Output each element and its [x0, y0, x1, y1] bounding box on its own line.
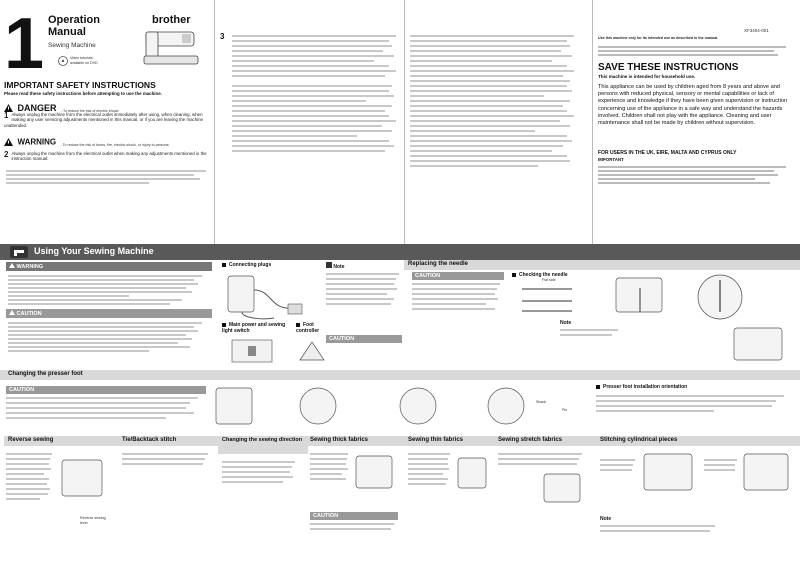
note-label: Note [333, 264, 345, 270]
main-power [222, 322, 292, 371]
dvd-icon [58, 56, 68, 66]
thick-caution: CAUTION [310, 512, 398, 533]
bottom-row [0, 436, 800, 576]
uk-heading: FOR USERS IN THE UK, EIRE, MALTA AND CYPRUS ONLY [598, 150, 737, 156]
uk-important: IMPORTANT [598, 157, 624, 162]
cylindrical-step1-illustration [640, 450, 696, 494]
subtitle: Sewing Machine [48, 42, 96, 49]
dvd-line1: Video tutorials [70, 56, 93, 60]
top-half [0, 0, 800, 244]
replacing-needle-header [404, 260, 800, 270]
thick-header: Sewing thick fabrics [306, 436, 406, 446]
warning-block [4, 133, 210, 151]
col4-note-lines [598, 44, 794, 58]
danger-sub: - To reduce the risk of electric shock: [60, 109, 120, 113]
warning-sub: - To reduce the risk of burns, fire, electric shock, or injury to persons: [60, 143, 170, 147]
plugs-illustration [222, 270, 312, 322]
children-paragraph: This appliance can be used by children aged from 8 years and above and persons with reduced physical, sensory or mental capabilities or lack of experience and knowledge if they have been given supervision or instruction concerning use of the appliance in a safe way and understand the hazards involved. Children shall not play with the appliance. Cleaning and user maintenance shall not be made by children without supervision. [598, 84, 788, 127]
presser-band [0, 370, 800, 380]
pin-label: Pin [562, 408, 568, 412]
checking-needle-label: Checking the needle [519, 272, 568, 278]
household-use: This machine is intended for household use. [598, 74, 696, 79]
cylindrical-header: Stitching cylindrical pieces [596, 436, 800, 446]
direction-header: Changing the sewing direction [218, 436, 308, 454]
thin-illustration [454, 452, 490, 492]
orientation-label: Presser foot installation orientation [603, 384, 688, 390]
uk-lines [598, 164, 794, 186]
top-note: Use this machine only for its intended use as described in the manual. [598, 36, 719, 40]
cylindrical-text2 [704, 456, 738, 474]
thin-header: Sewing thin fabrics [404, 436, 498, 446]
foot-pedal-illustration [296, 336, 328, 364]
presser-step2-illustration [296, 384, 340, 428]
cylindrical-text [600, 456, 636, 474]
shank-label: Shank [536, 400, 547, 404]
brand-logo: brother [152, 14, 191, 26]
warning-item: 2 Always unplug the machine from the electrical outlet when making any adjustments mentioned in the instruction manual: [4, 150, 207, 162]
using-note [326, 262, 402, 343]
main-power-label: Main power and sewing light switch [222, 322, 286, 334]
needle-machine-illustration [610, 272, 670, 318]
thick-illustration [352, 450, 396, 494]
power-switch-illustration [222, 336, 282, 366]
needle-caution: CAUTION [412, 272, 504, 313]
using-caution-head: CAUTION [6, 309, 212, 318]
presser-step3-illustration [396, 384, 440, 428]
presser-section [0, 380, 800, 434]
cylindrical-step2-illustration [740, 450, 792, 494]
manual-title [48, 14, 100, 38]
checking-needle [512, 272, 592, 322]
needle-closeup-illustration [690, 272, 750, 322]
safety-heading: IMPORTANT SAFETY INSTRUCTIONS [4, 80, 156, 90]
using-warning-box [6, 262, 212, 366]
caution-icon [9, 310, 15, 315]
dvd-line2: available on DVD [70, 60, 98, 65]
presser-step1-illustration [212, 384, 256, 428]
model-code: XF3404-001 [744, 28, 769, 33]
tie-header: Tie/Backtack stitch [118, 436, 222, 446]
connecting-plugs-label: Connecting plugs [229, 262, 272, 268]
sewing-machine-illustration [142, 26, 200, 66]
col3-lines [410, 32, 588, 170]
using-section [0, 260, 800, 370]
safety-intro: Please read these safety instructions before attempting to use the machine. [4, 91, 162, 96]
warning-triangle-icon [4, 138, 13, 146]
thin-text [408, 450, 452, 488]
title-line2: Manual [48, 26, 86, 38]
presser-title: Changing the presser foot [8, 371, 83, 377]
reverse-header: Reverse sewing [4, 436, 120, 446]
stretch-text [498, 450, 586, 468]
foot-controller [296, 322, 330, 369]
direction-text [222, 458, 298, 486]
title-line1: Operation [48, 14, 100, 26]
needle-clamp-illustration [730, 324, 786, 364]
stretch-illustration [540, 470, 584, 506]
tie-text [122, 450, 212, 468]
needle-check-illustration [512, 283, 590, 317]
reverse-lever-label: Reverse sewing lever [80, 516, 106, 525]
machine-badge-icon [10, 246, 28, 258]
using-title: Using Your Sewing Machine [34, 246, 154, 256]
danger-item-text: Always unplug the machine from the electrical outlet immediately after using, when cleaning, when making any user servicing adjustments mentioned in this manual, or if you are leaving the machine unattended. [4, 112, 204, 128]
presser-orientation [596, 384, 792, 415]
col1-body-lines [6, 168, 210, 186]
replacing-needle-label: Replacing the needle [408, 261, 469, 267]
save-instructions-heading: SAVE THESE INSTRUCTIONS [598, 62, 739, 73]
needle-note: Note [560, 320, 620, 339]
warning-item-text: Always unplug the machine from the electrical outlet when making any adjustments mentioned in the instruction manual: [11, 151, 207, 162]
danger-label: DANGER [17, 102, 57, 113]
foot-controller-label: Foot controller [296, 322, 320, 334]
using-banner [0, 244, 800, 260]
cylindrical-note: Note [600, 516, 720, 535]
danger-item: 1 Always unplug the machine from the electrical outlet immediately after using, when cleaning, when making any user servicing adjustments mentioned in this manual, or if you are leaving the machine unattended. [4, 111, 204, 128]
reverse-machine-illustration [58, 454, 108, 506]
col2-text: 3 [220, 32, 225, 41]
reverse-text [6, 450, 54, 503]
warning-label: WARNING [17, 137, 57, 147]
note-icon [326, 262, 332, 268]
warning-icon [9, 263, 15, 268]
col2-lines [222, 32, 400, 155]
flat-side-label: Flat side [542, 278, 556, 282]
using-warning-head: WARNING [6, 262, 212, 271]
thick-text [310, 450, 350, 483]
foot-caution-head: CAUTION [326, 335, 402, 343]
big-number: 1 [4, 4, 45, 84]
presser-step4-illustration [484, 384, 528, 428]
stretch-header: Sewing stretch fabrics [494, 436, 598, 446]
presser-caution: CAUTION [6, 386, 206, 422]
connecting-plugs [222, 262, 322, 327]
